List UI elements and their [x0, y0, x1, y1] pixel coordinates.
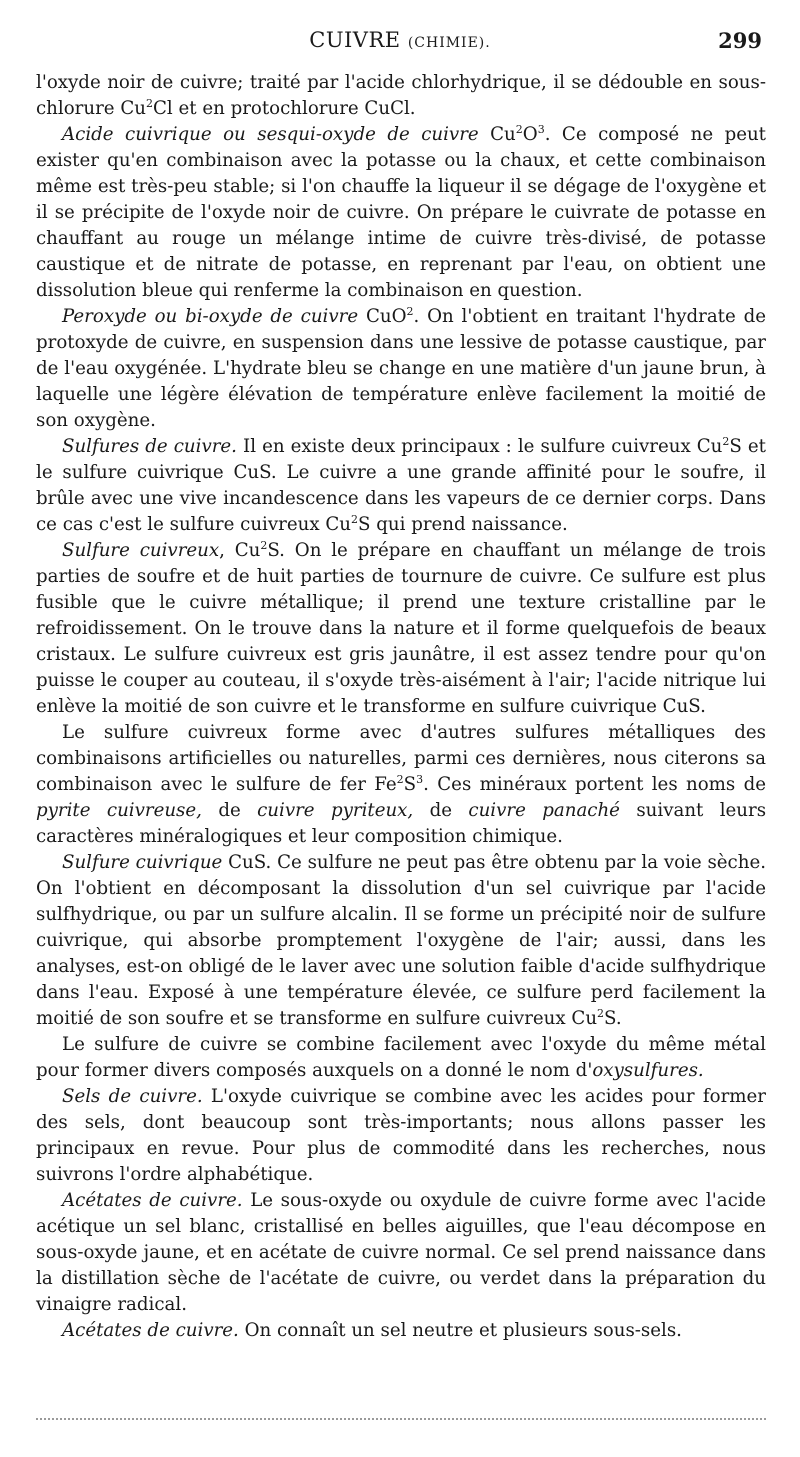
paragraph	[36, 304, 766, 434]
text-run: Il en existe deux principaux : le sulfure cuivreux Cu	[236, 436, 723, 457]
text-run: Le sulfure de cuivre se combine facilement avec l'oxyde du même métal pour former divers composés auxquels on a donné le nom d'	[36, 1034, 766, 1081]
superscript: 2	[351, 512, 358, 526]
text-run: de	[413, 800, 469, 821]
paragraph	[36, 1318, 766, 1344]
italic-term: pyrite cuivreuse,	[36, 800, 202, 821]
running-header	[0, 28, 800, 58]
text-run: l'oxyde noir de cuivre; traité par l'acide chlorhydrique, il se dédouble en sous-chlorure Cu	[36, 72, 766, 119]
text-run: CuS. Ce sulfure ne peut pas être obtenu par la voie sèche. On l'obtient en décomposant la dissolution d'un sel cuivrique par l'acide sulfhydrique, ou par un sulfure alcalin. Il se forme un précipité noir de sulfure cuivrique, qui absorbe promptement l'oxygène de l'air; aussi, dans les analyses, est-on obligé de le laver avec une solution faible d'acide sulfhydrique dans l'eau. Exposé à une température élevée, ce sulfure perd facilement la moitié de son soufre et se transforme en sulfure cuivreux Cu	[36, 852, 767, 1029]
body-text	[36, 70, 766, 1344]
italic-term: oxysulfures.	[592, 1060, 704, 1081]
text-run: Cl et en protochlorure CuCl.	[152, 98, 416, 119]
text-run: Le sous-oxyde ou oxydule de cuivre forme avec l'acide acétique un sel blanc, cristallisé en belles aiguilles, que l'eau décompose en sous-oxyde jaune, et en acétate de cuivre normal. Ce sel prend naissance dans la distillation sèche de l'acétate de cuivre, ou verdet dans la préparation du vinaigre radical.	[36, 1190, 766, 1315]
text-run: Le sulfure cuivreux forme avec d'autres sulfures métalliques des combinaisons artificielles ou naturelles, parmi ces dernières, nous citerons sa combinaison avec le sulfure de fer Fe	[36, 722, 766, 795]
paragraph	[36, 850, 766, 1032]
paragraph	[36, 1188, 766, 1318]
superscript: 3	[537, 122, 545, 136]
italic-term: Sulfure cuivreux	[62, 540, 220, 561]
running-title	[0, 28, 800, 52]
text-run: S et le sulfure cuivrique CuS. Le cuivre a une grande affinité pour le soufre, il brûle avec une vive incandescence dans les vapeurs de ce dernier corps. Dans ce cas c'est le sulfure cuivreux Cu	[36, 436, 766, 535]
paragraph	[36, 434, 766, 538]
page-number: 299	[718, 28, 762, 53]
text-run: , Cu	[219, 540, 261, 561]
italic-term: Sulfures de cuivre.	[62, 436, 237, 457]
superscript: 2	[396, 772, 404, 786]
paragraph	[36, 1032, 766, 1084]
text-run: S. On le prépare en chauffant un mélange de trois parties de soufre et de huit parties de tournure de cuivre. Ce sulfure est plus fusible que le cuivre métallique; il prend une texture cristalline par le refroidissement. On le trouve dans la nature et il forme quelquefois de beaux cristaux. Le sulfure cuivreux est gris jaunâtre, il est assez tendre pour qu'on puisse le couper au couteau, il s'oxyde très-aisément à l'air; l'acide nitrique lui enlève la moitié de son cuivre et le transforme en sulfure cuivrique CuS.	[36, 540, 766, 717]
text-run: . On l'obtient en traitant l'hydrate de protoxyde de cuivre, en suspension dans une lessive de potasse caustique, par de l'eau oxygénée. L'hydrate bleu se change en une matière d'un jaune brun, à laquelle une légère élévation de température enlève facilement la moitié de son oxygène.	[36, 306, 766, 431]
text-run: CuO	[358, 306, 407, 327]
text-run: suivant leurs caractères minéralogiques et leur composition chimique.	[36, 800, 767, 847]
text-run: de	[201, 800, 258, 821]
italic-term: Acide cuivrique ou sesqui-oxyde de cuivre	[62, 124, 479, 145]
italic-term: Acétates de cuivre.	[62, 1190, 243, 1211]
italic-term: cuivre panaché	[468, 800, 620, 821]
text-run: S	[403, 774, 417, 795]
footer-dotted-rule	[36, 1418, 766, 1420]
superscript: 2	[145, 96, 153, 110]
superscript: 2	[515, 122, 523, 136]
italic-term: Sels de cuivre.	[62, 1086, 203, 1107]
text-run: . Ce composé ne peut exister qu'en combinaison avec la potasse ou la chaux, et cette combinaison même est très-peu stable; si l'on chauffe la liqueur il se dégage de l'oxygène et il se précipite de l'oxyde noir de cuivre. On prépare le cuivrate de potasse en chauffant au rouge un mélange intime de cuivre très-divisé, de potasse caustique et de nitrate de potasse, en reprenant par l'eau, on obtient une dissolution bleue qui renferme la combinaison en question.	[36, 124, 766, 301]
italic-term: Peroxyde ou bi-oxyde de cuivre	[62, 306, 359, 327]
superscript: 3	[416, 772, 424, 786]
text-run: . Ces minéraux portent les noms de	[423, 774, 766, 795]
text-run: S qui prend naissance.	[358, 514, 568, 535]
text-run: S.	[604, 1008, 622, 1029]
superscript: 2	[722, 434, 730, 448]
paragraph	[36, 538, 766, 720]
italic-term: cuivre pyriteux,	[257, 800, 414, 821]
text-run: O	[522, 124, 538, 145]
running-title-subject: (CHIMIE).	[407, 35, 491, 51]
paragraph	[36, 122, 766, 304]
text-run: On connaît un sel neutre et plusieurs sous-sels.	[238, 1320, 682, 1341]
paragraph	[36, 720, 766, 850]
superscript: 2	[406, 304, 414, 318]
running-title-main: CUIVRE	[309, 28, 401, 52]
italic-term: Acétates de cuivre.	[62, 1320, 239, 1341]
paragraph	[36, 1084, 766, 1188]
italic-term: Sulfure cuivrique	[62, 852, 223, 873]
paragraph	[36, 70, 766, 122]
text-run: Cu	[478, 124, 516, 145]
text-run: L'oxyde cuivrique se combine avec les acides pour former des sels, dont beaucoup sont très-importants; nous allons passer les principaux en revue. Pour plus de commodité dans les recherches, nous suivrons l'ordre alphabétique.	[36, 1086, 766, 1185]
superscript: 2	[260, 538, 268, 552]
superscript: 2	[597, 1006, 605, 1020]
